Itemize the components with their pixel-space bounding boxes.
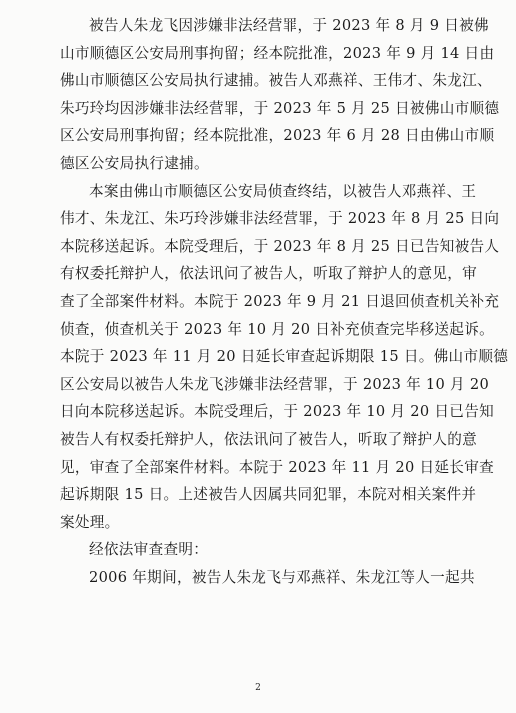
body-line: 2006 年期间，被告人朱龙飞与邓燕祥、朱龙江等人一起共 xyxy=(89,568,475,586)
body-line: 被告人朱龙飞因涉嫌非法经营罪，于 2023 年 8 月 9 日被佛 xyxy=(89,17,489,34)
document-body xyxy=(60,12,509,591)
body-line: 本院于 2023 年 11 月 20 日延长审查起诉期限 15 日。佛山市顺德 xyxy=(60,348,509,366)
body-line: 案处理。 xyxy=(60,513,120,531)
body-line: 佛山市顺德区公安局执行逮捕。被告人邓燕祥、王伟才、朱龙江、 xyxy=(60,72,492,90)
body-line: 山市顺德区公安局刑事拘留；经本院批准，2023 年 9 月 14 日由 xyxy=(60,44,495,62)
body-line: 起诉期限 15 日。上述被告人因属共同犯罪，本院对相关案件并 xyxy=(60,486,477,504)
body-line: 伟才、朱龙江、朱巧玲涉嫌非法经营罪，于 2023 年 8 月 25 日向 xyxy=(60,210,500,228)
body-line: 本案由佛山市顺德区公安局侦查终结，以被告人邓燕祥、王 xyxy=(89,182,477,200)
body-line: 侦查，侦查机关于 2023 年 10 月 20 日补充侦查完毕移送起诉。 xyxy=(60,320,494,338)
body-line: 朱巧玲均因涉嫌非法经营罪，于 2023 年 5 月 25 日被佛山市顺德 xyxy=(60,99,500,117)
body-line: 有权委托辩护人，依法讯问了被告人，听取了辩护人的意见，审 xyxy=(60,265,478,283)
body-line: 区公安局以被告人朱龙飞涉嫌非法经营罪，于 2023 年 10 月 20 xyxy=(60,375,490,393)
body-line: 日向本院移送起诉。本院受理后，于 2023 年 10 月 20 日已告知 xyxy=(60,403,494,421)
body-line: 经依法审查查明： xyxy=(89,541,209,559)
body-line: 本院移送起诉。本院受理后，于 2023 年 8 月 25 日已告知被告人 xyxy=(60,237,500,255)
body-line: 查了全部案件材料。本院于 2023 年 9 月 21 日退回侦查机关补充 xyxy=(60,292,500,310)
body-line: 被告人有权委托辩护人，依法讯问了被告人，听取了辩护人的意 xyxy=(60,430,478,448)
page-number: 2 xyxy=(255,683,261,693)
body-line: 见，审查了全部案件材料。本院于 2023 年 11 月 20 日延长审查 xyxy=(60,458,494,476)
body-line: 区公安局刑事拘留；经本院批准，2023 年 6 月 28 日由佛山市顺 xyxy=(60,127,495,145)
body-line: 德区公安局执行逮捕。 xyxy=(60,154,209,172)
